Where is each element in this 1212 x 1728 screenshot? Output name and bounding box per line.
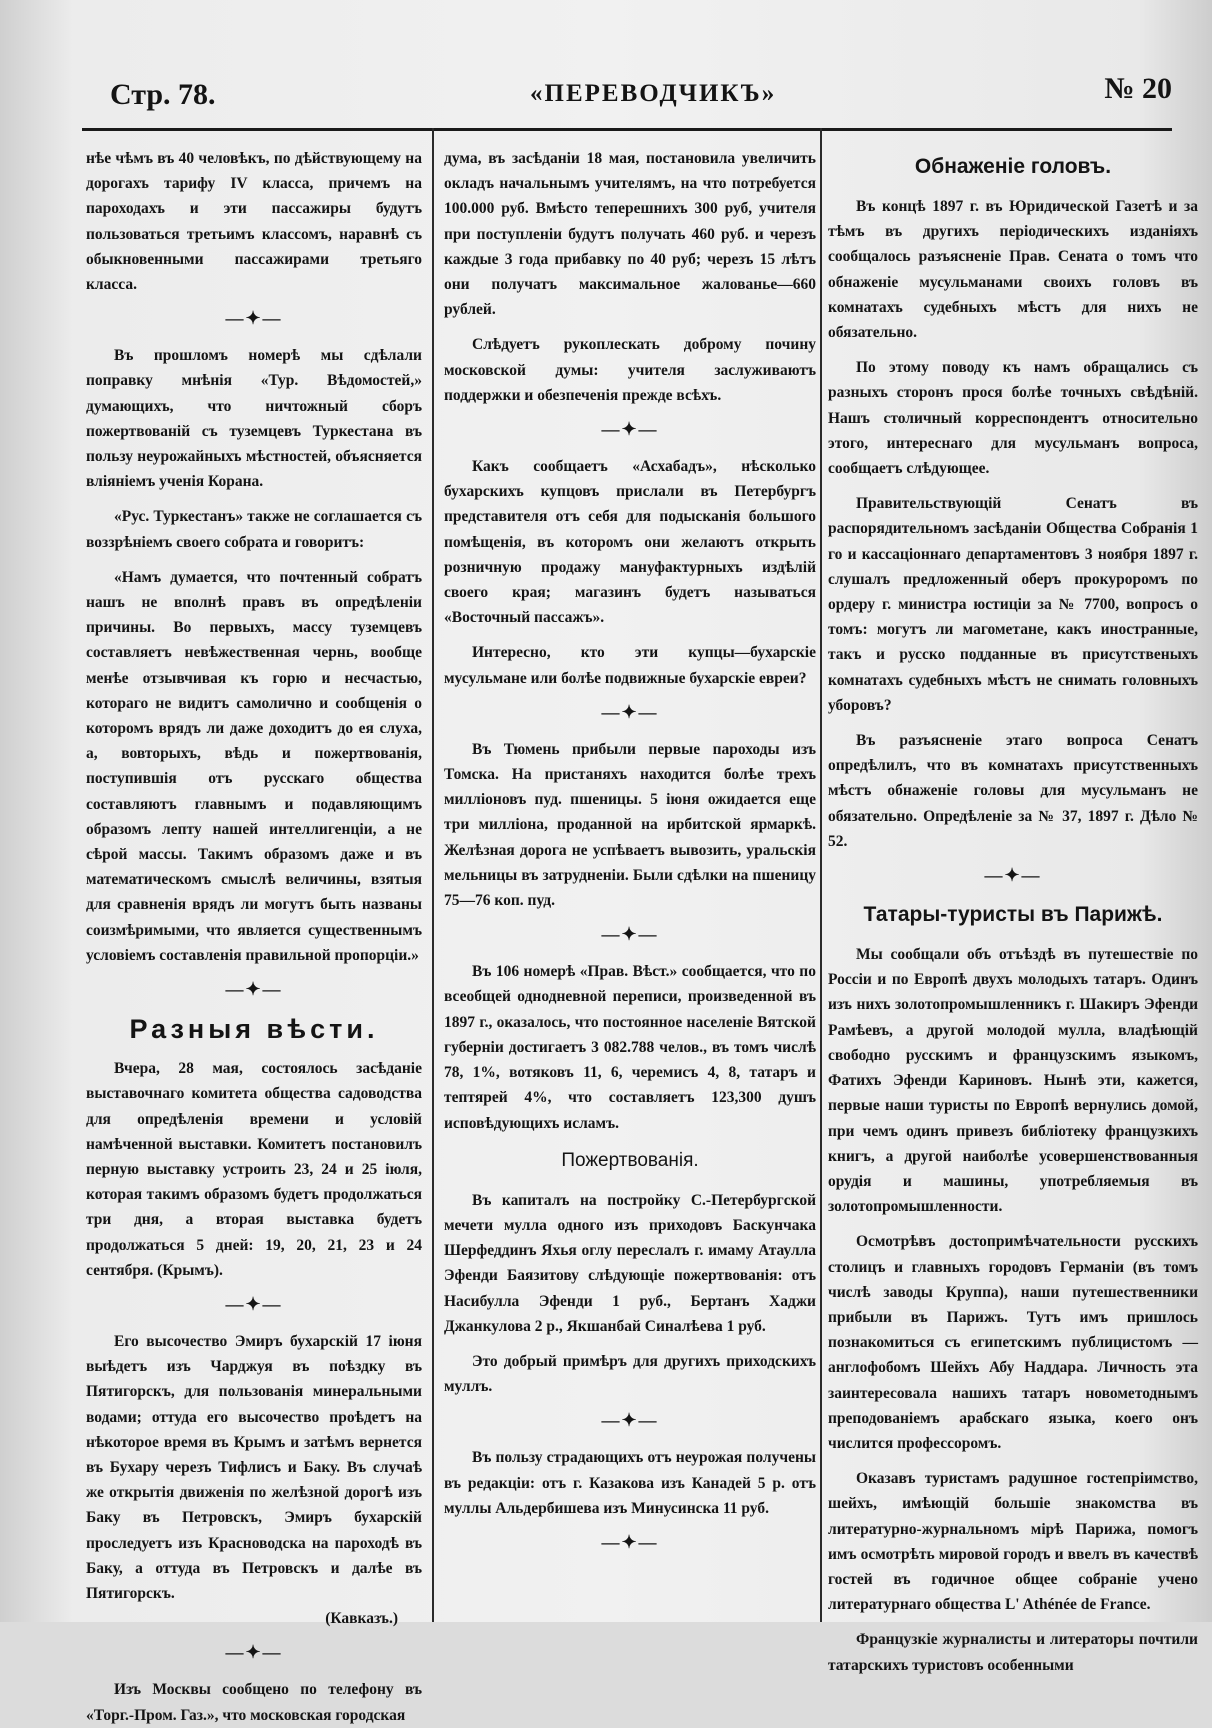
section-heading-news: Разныя вѣсти.: [129, 1014, 379, 1045]
article-text: Въ Тюмень прибыли первые пароходы изъ Томска. На пристаняхъ находится болѣе трехъ милліоновъ пуд. пшеницы. 5 іюня ожидается еще три милліона, проданной на ирбитской ярмаркѣ. Желѣзная дорога не успѣваетъ вывозить, уральскія мельницы въ затрудненіи. Были сдѣлки на пшеницу 75—76 коп. пуд.: [444, 740, 816, 910]
ornament-divider: —✦—: [601, 924, 659, 945]
article-text: Французкіе журналисты и литераторы почтили татарскихъ туристовъ особенными: [828, 1631, 1198, 1674]
column-3: [828, 146, 1198, 1674]
article-text: По этому поводу къ намъ обращались съ разныхъ сторонъ прося болѣе точныхъ свѣдѣній. Нашъ столичный корреспондентъ относительно этого, интереснаго для мусульманъ вопроса, сообщаетъ слѣдующее.: [828, 359, 1198, 478]
ornament-divider: —✦—: [601, 701, 659, 722]
article-text: Осмотрѣвъ достопримѣчательности русскихъ столицъ и главныхъ городовъ Германіи (въ томъ числѣ заводы Круппа), наши путешественники прибыли въ Парижъ. Тутъ имъ пришлось познакомиться съ египетскимъ публицистомъ — англофобомъ Шейхъ Абу Наддара. Личность эта заинтересовала нашихъ татаръ новометоднымъ преподованіемъ арабскаго языка, коего онъ числится профессоромъ.: [828, 1233, 1198, 1452]
article-text: Въ пользу страдающихъ отъ неурожая получены въ редакціи: отъ г. Казакова изъ Канадей 5 р. отъ муллы Альдербишева изъ Минусинска 11 руб.: [444, 1449, 816, 1517]
ornament-divider: —✦—: [601, 419, 659, 440]
article-text: Въ разъясненіе этаго вопроса Сенатъ опредѣлилъ, что въ комнатахъ присутственныхъ мѣстъ обнаженіе головы для мусульманъ не обязательно. Опредѣленіе за № 37, 1897 г. Дѣло № 52.: [828, 732, 1198, 850]
article-text: Его высочество Эмиръ бухарскій 17 іюня выѣдетъ изъ Чарджуя въ поѣздку въ Пятигорскъ, для пользованія минеральными водами; оттуда его высочество проѣдетъ на нѣкоторое время въ Крымъ и затѣмъ вернется въ Бухару черезъ Тифлисъ и Баку. Въ случаѣ же открытія движенія по желѣзной дорогѣ изъ Баку въ Петровскъ, Эмиръ бухарскій проследуетъ изъ Красноводска на пароходѣ въ Баку, а оттуда въ Петровскъ и далѣе въ Пятигорскъ.: [86, 1332, 422, 1602]
article-text: Изъ Москвы сообщено по телефону въ «Торг.-Пром. Газ.», что московская городская: [86, 1681, 422, 1724]
ornament-divider: —✦—: [601, 1410, 659, 1431]
article-text: Въ концѣ 1897 г. въ Юридической Газетѣ и за тѣмъ въ другихъ періодическихъ изданіяхъ сообщалось разъясненіе Прав. Сената о томъ что обнаженіе мусульманами своихъ головъ въ комнатахъ судебныхъ мѣстъ для нихъ не обязательно.: [828, 198, 1198, 342]
article-source: (Кавказъ.): [325, 1610, 398, 1628]
ornament-divider: —✦—: [225, 979, 283, 1000]
article-text: «Намъ думается, что почтенный собратъ нашъ не вполнѣ правъ въ опредѣленіи причины. Во первыхъ, массу туземцевъ составляетъ невѣжественная чернь, вообще менѣе отзывчивая къ горю и несчастью, котораго не видитъ самолично и сообщенія о которомъ врядъ ли даже доходитъ до ея слуха, а, вовторыхъ, вѣдь и пожертвованія, поступившія отъ русскаго общества составляютъ главнымъ и подавляющимъ образомъ лепту нашей интеллигенціи, а не сѣрой массы. Такимъ образомъ даже и въ математическомъ смыслѣ величины, взятыя для сравненія врядъ ли могутъ быть названы соизмѣримыми, что является существеннымъ условіемъ составленія правильной пропорціи.»: [86, 568, 422, 964]
article-text: Оказавъ туристамъ радушное гостепріимство, шейхъ, имѣющій большіе знакомства въ литературно-журнальномъ мірѣ Парижа, помогъ имъ осмотрѣть мировой городъ и ввелъ въ качествѣ гостей въ годичное общее собраніе учено литературнаго общества L' Athénée de France.: [828, 1470, 1198, 1614]
column-2: [444, 146, 816, 1616]
article-text: Правительствующій Сенатъ въ распорядительномъ засѣданіи Общества Собранія 1 го и кассаціоннаго департаментовъ 3 ноября 1897 г. слушалъ предложенный оберъ прокуроромъ по ордеру г. министра юстиціи за № 7700, вопросъ о томъ: могутъ ли магометане, какъ иностранные, такъ и русско подданные въ присутственыхъ комнатахъ судебныхъ мѣстъ не снимать головныхъ уборовъ?: [828, 495, 1198, 714]
article-text: Какъ сообщаетъ «Асхабадъ», нѣсколько бухарскихъ купцовъ прислали въ Петербургъ представителя отъ себя для подысканія большого помѣщенія, въ которомъ они желаютъ открыть розничную продажу мануфактурныхъ издѣлій своего края; магазинъ будетъ называться «Восточный пассажъ».: [444, 458, 816, 627]
column-1: [86, 146, 422, 1724]
article-text: дума, въ засѣданіи 18 мая, постановила увеличить окладъ начальнымъ учителямъ, на что потребуется 100.000 руб. Вмѣсто теперешнихъ 300 руб, учителя при поступленіи будутъ получать 460 руб. и черезъ каждые 3 года прибавку по 40 руб; черезъ 15 лѣтъ они получатъ максимальное жалованье—660 рублей.: [444, 150, 816, 319]
article-text: Интересно, кто эти купцы—бухарскіе мусульмане или болѣе подвижные бухарскіе евреи?: [444, 644, 816, 687]
article-text: Въ капиталъ на постройку С.-Петербургской мечети мулла одного изъ приходовъ Баскунчака Шерфеддинъ Яхья оглу переслалъ г. имаму Атаулла Эфенди Баязитову слѣдующіе пожертвованія: отъ Насибулла Эфенди 1 руб., Бертанъ Хаджи Джанкулова 2 р., Якшанбай Синалѣева 1 руб.: [444, 1191, 816, 1335]
header-rule: [82, 128, 1172, 131]
section-heading-tourists: Татары-туристы въ Парижѣ.: [863, 903, 1163, 927]
page-header: [110, 68, 1172, 124]
column-rule-2: [820, 128, 822, 1622]
article-text: нѣе чѣмъ въ 40 человѣкъ, по дѣйствующему на дорогахъ тарифу IV класса, причемъ на пароходахъ и эти пассажиры будутъ пользоваться третьимъ классомъ, наравнѣ съ обыкновенными пассажирами третьяго класса.: [86, 150, 422, 294]
page-number: Стр. 78.: [110, 78, 216, 111]
article-text: Это добрый примѣръ для другихъ приходскихъ муллъ.: [444, 1352, 816, 1396]
article-text: Вчера, 28 мая, состоялось засѣданіе выставочнаго комитета общества садоводства для опредѣленія времени и условій намѣченной выставки. Комитетъ постановилъ перную выставку устроить 23, 24 и 25 іюля, которая такимъ образомъ будетъ продолжаться три дня, а вторая выставка будетъ продолжаться 5 дней: 19, 20, 21, 23 и 24 сентября. (Крымъ).: [86, 1060, 422, 1279]
article-text: Въ прошломъ номерѣ мы сдѣлали поправку мнѣнія «Тур. Вѣдомостей,» думающихъ, что ничтожный сборъ пожертвованій съ туземцевъ Туркестана въ пользу неурожайныхъ мѣстностей, объясняется вліяніемъ ученія Корана.: [86, 347, 422, 491]
article-text: «Рус. Туркестанъ» также не соглашается съ воззрѣніемъ своего собрата и говоритъ:: [86, 508, 422, 551]
issue-number: № 20: [1104, 72, 1172, 105]
ornament-divider: —✦—: [984, 865, 1042, 886]
ornament-divider: —✦—: [601, 1531, 659, 1552]
article-text: Слѣдуетъ рукоплескать доброму почину московской думы: учителя заслуживаютъ поддержки и обезпеченія прежде всѣхъ.: [444, 336, 816, 404]
ornament-divider: —✦—: [225, 308, 283, 329]
ornament-divider: —✦—: [225, 1293, 283, 1314]
section-heading-donations: Пожертвованія.: [561, 1149, 699, 1171]
column-rule-1: [432, 128, 434, 1622]
ornament-divider: —✦—: [225, 1642, 283, 1663]
article-text: Мы сообщали объ отъѣздѣ въ путешествіе по Россіи и по Европѣ двухъ молодыхъ татаръ. Одинъ изъ нихъ золотопромышленникъ г. Шакиръ Эфенди Рамѣевъ, а другой молодой мулла, владѣющій свободно русскимъ и французскимъ языкомъ, Фатихъ Эфенди Кариновъ. Нынѣ эти, кажется, первые наши туристы по Европѣ вернулись домой, при чемъ одинъ привезъ библіотеку французкихъ книгъ, а другой наиболѣе усовершенствованныя орудія и машины, употребляемыя въ золотопромышленности.: [828, 946, 1198, 1216]
newspaper-title: «ПЕРЕВОДЧИКЪ»: [530, 80, 777, 107]
section-heading-headgear: Обнаженіе головъ.: [914, 155, 1112, 178]
article-text: Въ 106 номерѣ «Прав. Вѣст.» сообщается, что по всеобщей однодневной переписи, произведенной въ 1897 г., оказалось, что постоянное населеніе Вятской губерніи достигаетъ 3 082.788 челов., въ томъ числѣ 78, 1%, вотяковъ 11, 6, черемисъ 4, 8, татаръ и тептярей 4%, что составляетъ 123,300 душъ исповѣдующихъ исламъ.: [444, 963, 816, 1132]
